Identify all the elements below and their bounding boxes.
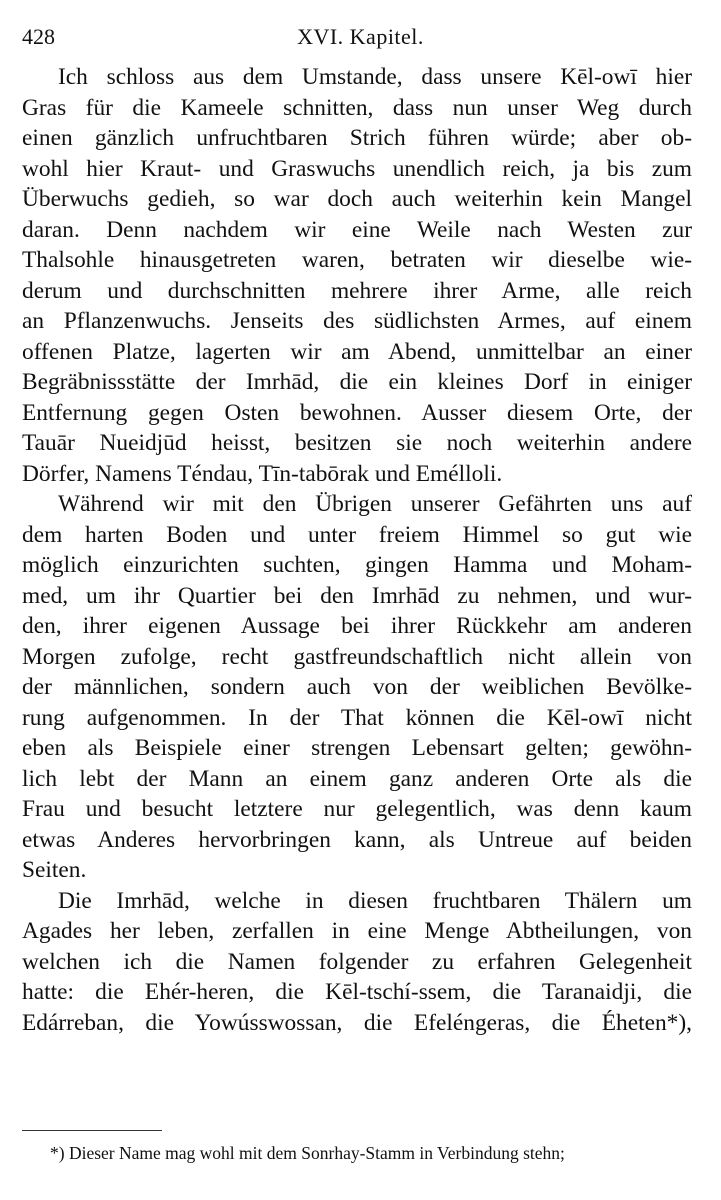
text-line: Ich schloss aus dem Umstande, dass unsere Kēl-owī hier bbox=[58, 64, 692, 90]
text-line: Die Imrhād, welche in diesen fruchtbaren Thälern um bbox=[58, 887, 692, 914]
paragraph-3 bbox=[22, 886, 692, 1039]
text-line: daran. Denn nachdem wir eine Weile nach Westen zur bbox=[22, 216, 692, 243]
body-text bbox=[22, 62, 692, 1038]
text-line: Agades her leben, zerfallen in eine Menge Abtheilungen, von bbox=[22, 918, 692, 944]
text-line: Dörfer, Namens Téndau, Tīn-tabōrak und Emélloli. bbox=[22, 460, 503, 487]
text-line: dem harten Boden und unter freiem Himmel so gut wie bbox=[22, 521, 692, 548]
text-line: rung aufgenommen. In der That können die Kēl-owī nicht bbox=[22, 704, 692, 731]
text-line: Frau und besucht letztere nur gelegentlich, was denn kaum bbox=[22, 796, 692, 822]
text-line: Seiten. bbox=[22, 857, 87, 883]
running-head: XVI. Kapitel. bbox=[297, 24, 424, 49]
page-number: 428 bbox=[22, 24, 55, 49]
text-line: den, ihrer eigenen Aussage bei ihrer Rückkehr am anderen bbox=[22, 613, 692, 639]
paragraph-2 bbox=[22, 489, 692, 886]
text-line: möglich einzurichten suchten, gingen Hamma und Moham- bbox=[22, 552, 692, 578]
text-line: wohl hier Kraut- und Graswuchs unendlich reich, ja bis zum bbox=[22, 155, 692, 182]
text-line: Edárreban, die Yowússwossan, die Efeléngeras, die Éheten*), bbox=[22, 1009, 692, 1036]
text-line: einen gänzlich unfruchtbaren Strich führen würde; aber ob- bbox=[22, 125, 692, 151]
text-line: derum und durchschnitten mehrere ihrer Arme, alle reich bbox=[22, 277, 692, 304]
text-line: Entfernung gegen Osten bewohnen. Ausser diesem Orte, der bbox=[22, 399, 692, 426]
page-header bbox=[22, 24, 699, 54]
text-line: eben als Beispiele einer strengen Lebensart gelten; gewöhn- bbox=[22, 735, 692, 761]
text-line: hatte: die Ehér-heren, die Kēl-tschí-ssem, die Taranaidji, die bbox=[22, 979, 692, 1005]
text-line: welchen ich die Namen folgender zu erfahren Gelegenheit bbox=[22, 948, 692, 975]
text-line: Während wir mit den Übrigen unserer Gefährten uns auf bbox=[58, 491, 692, 517]
paragraph-1 bbox=[22, 62, 692, 489]
text-line: etwas Anderes hervorbringen kann, als Untreue auf beiden bbox=[22, 826, 692, 853]
text-line: Morgen zufolge, recht gastfreundschaftlich nicht allein von bbox=[22, 643, 692, 670]
footnote: *) Dieser Name mag wohl mit dem Sonrhay-Stamm in Verbindung stehn; bbox=[50, 1143, 565, 1163]
text-line: Gras für die Kameele schnitten, dass nun unser Weg durch bbox=[22, 94, 692, 121]
text-line: offenen Platze, lagerten wir am Abend, unmittelbar an einer bbox=[22, 338, 692, 365]
text-line: Thalsohle hinausgetreten waren, betraten wir dieselbe wie- bbox=[22, 247, 692, 273]
text-line: Begräbnissstätte der Imrhād, die ein kleines Dorf in einiger bbox=[22, 369, 692, 395]
text-line: med, um ihr Quartier bei den Imrhād zu nehmen, und wur- bbox=[22, 582, 692, 609]
text-line: Überwuchs gedieh, so war doch auch weiterhin kein Mangel bbox=[22, 186, 692, 212]
text-line: der männlichen, sondern auch von der weiblichen Bevölke- bbox=[22, 674, 692, 700]
text-line: lich lebt der Mann an einem ganz anderen Orte als die bbox=[22, 765, 692, 792]
text-line: Tauār Nueidjūd heisst, besitzen sie noch weiterhin andere bbox=[22, 430, 692, 456]
text-line: an Pflanzenwuchs. Jenseits des südlichsten Armes, auf einem bbox=[22, 308, 692, 334]
footnote-divider bbox=[22, 1130, 162, 1131]
